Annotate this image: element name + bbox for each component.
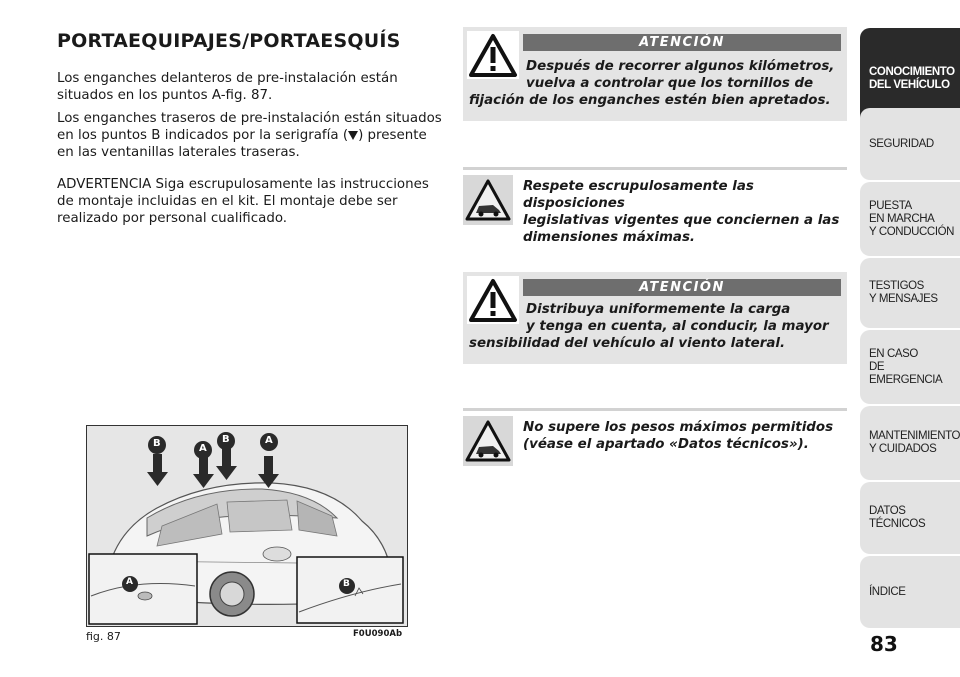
paragraph-warning-instructions: ADVERTENCIA Siga escrupulosamente las instrucciones de montaje incluidas en el kit. El montaje debe ser realizado por personal cualificado. bbox=[57, 177, 429, 226]
tab-seguridad[interactable]: SEGURIDAD bbox=[860, 108, 960, 180]
car-illustration bbox=[87, 426, 407, 626]
car-load-icon bbox=[463, 175, 513, 225]
label-b1: B bbox=[153, 438, 161, 449]
figure-caption: fig. 87 bbox=[86, 630, 121, 643]
warning-triangle-icon bbox=[467, 31, 519, 79]
warning-heading: ATENCIÓN bbox=[523, 34, 841, 51]
warning-heading: ATENCIÓN bbox=[523, 279, 841, 296]
tab-emergencia[interactable]: EN CASO DE EMERGENCIA bbox=[860, 330, 960, 404]
page-number: 83 bbox=[870, 632, 898, 656]
paragraph-front-hooks: Los enganches delanteros de pre-instalación están situados en los puntos A-fig. 87. bbox=[57, 71, 398, 103]
tab-testigos-mensajes[interactable]: TESTIGOS Y MENSAJES bbox=[860, 258, 960, 328]
tab-datos-tecnicos[interactable]: DATOS TÉCNICOS bbox=[860, 482, 960, 554]
note-max-weights: No supere los pesos máximos permitidos (véase el apartado «Datos técnicos»). bbox=[523, 420, 834, 452]
label-b2: B bbox=[222, 434, 230, 445]
tab-mantenimiento[interactable]: MANTENIMIENTO Y CUIDADOS bbox=[860, 406, 960, 480]
warning-box-1: ATENCIÓN Después de recorrer algunos kilómetros, vuelva a controlar que los tornillos de fijación de los enganches estén bien apretados. bbox=[463, 27, 847, 121]
label-a-inset: A bbox=[126, 577, 133, 587]
divider bbox=[463, 408, 847, 411]
triangle-marker-icon bbox=[348, 130, 358, 140]
tab-conocimiento-vehiculo[interactable]: CONOCIMIENTO DEL VEHÍCULO bbox=[860, 28, 960, 130]
figure-car-roof-hooks bbox=[86, 425, 408, 627]
label-a1: A bbox=[199, 443, 207, 454]
note-legal-dimensions: Respete escrupulosamente las disposiciones legislativas vigentes que conciernen a las dimensiones máximas. bbox=[523, 179, 840, 245]
tab-puesta-en-marcha[interactable]: PUESTA EN MARCHA Y CONDUCCIÓN bbox=[860, 182, 960, 256]
warning-box-2: ATENCIÓN Distribuya uniformemente la carga y tenga en cuenta, al conducir, la mayor sensibilidad del vehículo al viento lateral. bbox=[463, 272, 847, 364]
divider bbox=[463, 167, 847, 170]
tab-indice[interactable]: ÍNDICE bbox=[860, 556, 960, 628]
label-b-inset: B bbox=[343, 579, 350, 589]
label-a2: A bbox=[265, 435, 273, 446]
car-load-icon bbox=[463, 416, 513, 466]
page-title: PORTAEQUIPAJES/PORTAESQUÍS bbox=[57, 30, 401, 52]
figure-code: F0U090Ab bbox=[353, 629, 403, 639]
warning-triangle-icon bbox=[467, 276, 519, 324]
paragraph-rear-hooks: Los enganches traseros de pre-instalación están situados en los puntos B indicados por la serigrafía ( ) presente en las ventanillas laterales traseras. bbox=[57, 111, 442, 160]
